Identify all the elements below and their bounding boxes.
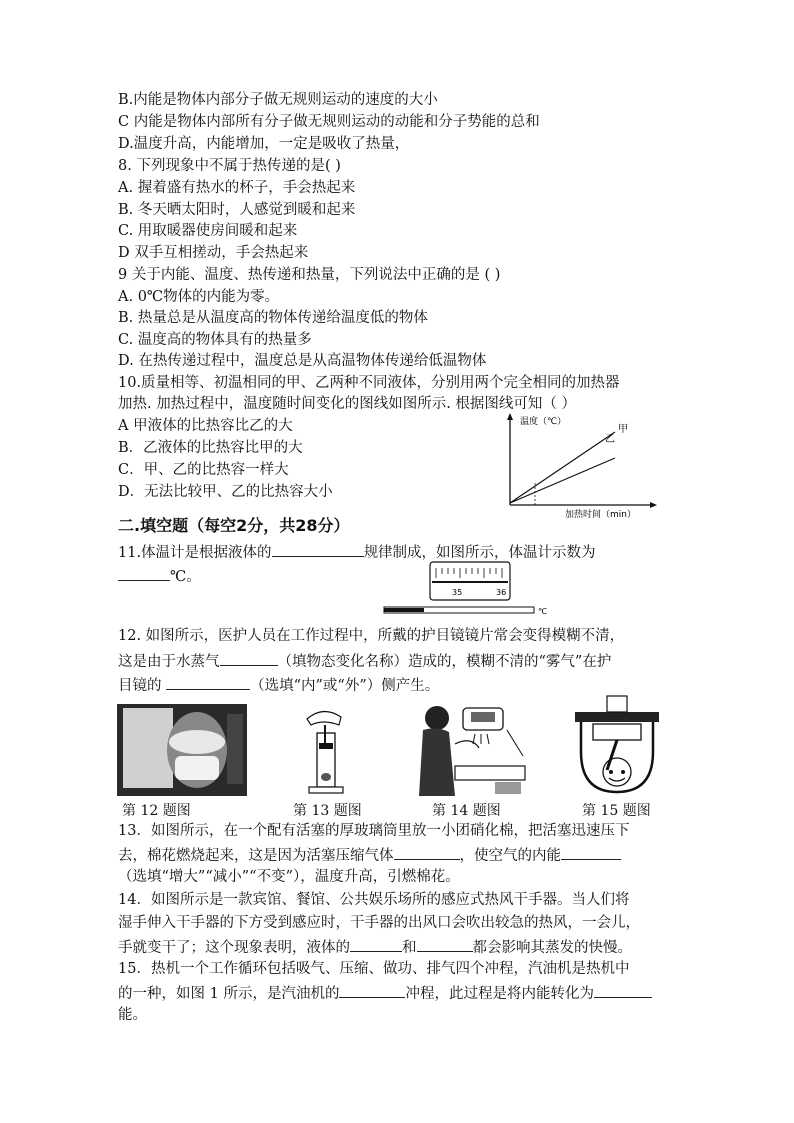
q8-option-d: D 双手互相搓动，手会热起来	[118, 245, 309, 261]
thermometer-figure	[380, 558, 555, 620]
q15-line-1: 15．热机一个工作循环包括吸气、压缩、做功、排气四个冲程，汽油机是热机中	[118, 961, 630, 977]
q10-stem-2: 加热. 加热过程中，温度随时间变化的图线如图所示. 根据图线可知（ ）	[118, 396, 577, 412]
q12-line-1: 12. 如图所示，医护人员在工作过程中，所戴的护目镜镜片常会变得模糊不清，	[118, 628, 625, 644]
q9-stem: 9 关于内能、温度、热传递和热量，下列说法中正确的是 ( )	[118, 267, 501, 283]
q10-option-a: A 甲液体的比热容比乙的大	[118, 418, 293, 434]
graph-xlabel: 加热时间（min）	[565, 510, 636, 520]
q13-glass-cylinder-figure	[295, 703, 355, 798]
q12-blank-1[interactable]	[220, 651, 278, 666]
q14-text-c: 都会影响其蒸发的快慢。	[472, 940, 632, 956]
q15-engine-figure	[571, 692, 663, 796]
q10-option-b: B．乙液体的比热容比甲的大	[118, 440, 303, 456]
q9-option-c: C. 温度高的物体具有的热量多	[118, 332, 312, 348]
q15-blank-1[interactable]	[339, 983, 405, 998]
q10-option-d: D．无法比较甲、乙的比热容大小	[118, 484, 333, 500]
q15-line-2	[118, 983, 652, 1003]
q8-option-b: B. 冬天晒太阳时，人感觉到暖和起来	[118, 202, 356, 218]
thermo-unit: ℃	[538, 607, 547, 616]
q13-text-b: ，使空气的内能	[459, 848, 561, 864]
q12-blank-2[interactable]	[166, 675, 250, 690]
q11-blank-1[interactable]	[272, 542, 364, 557]
q13-text-a: 去，棉花燃烧起来，这是因为活塞压缩气体	[118, 848, 394, 864]
q9-option-d: D. 在热传递过程中，温度总是从高温物体传递给低温物体	[118, 353, 487, 369]
thermo-label-35: 35	[452, 588, 463, 597]
figure-caption-12: 第 12 题图	[122, 803, 191, 819]
section-2-heading: 二.填空题（每空2分，共28分）	[118, 516, 350, 535]
q14-hand-dryer-figure	[415, 700, 527, 798]
q15-line-3: 能。	[118, 1007, 147, 1023]
figure-caption-15: 第 15 题图	[582, 803, 651, 819]
q14-line-3	[118, 937, 632, 957]
q11-text-a: 11.体温计是根据液体的	[118, 545, 272, 561]
q11-text-c: ℃。	[170, 569, 201, 585]
q14-blank-2[interactable]	[417, 937, 473, 952]
q12-photo	[117, 704, 247, 796]
figure-caption-14: 第 14 题图	[432, 803, 501, 819]
q15-text-a: 的一种，如图 1 所示，是汽油机的	[118, 986, 340, 1002]
graph-line-jia: 甲	[618, 424, 628, 435]
q7-option-b: B.内能是物体内部分子做无规则运动的速度的大小	[118, 92, 438, 108]
q12-text-d: （选填“内”或“外”）侧产生。	[250, 678, 440, 694]
q14-blank-1[interactable]	[350, 937, 402, 952]
graph-line-yi: 乙	[605, 434, 615, 445]
q7-option-c: C 内能是物体内部所有分子做无规则运动的动能和分子势能的总和	[118, 114, 540, 130]
q9-option-b: B. 热量总是从温度高的物体传递给温度低的物体	[118, 310, 428, 326]
q10-option-c: C．甲、乙的比热容一样大	[118, 462, 289, 478]
q12-line-3	[118, 675, 439, 695]
q14-line-1: 14．如图所示是一款宾馆、餐馆、公共娱乐场所的感应式热风干手器。当人们将	[118, 892, 630, 908]
q7-option-d: D.温度升高，内能增加，一定是吸收了热量，	[118, 136, 410, 152]
q11-text-b: 规律制成，如图所示，体温计示数为	[363, 545, 596, 561]
graph-ylabel: 温度（℃）	[520, 417, 567, 427]
q10-temperature-graph	[490, 410, 660, 520]
q8-option-a: A. 握着盛有热水的杯子，手会热起来	[118, 180, 356, 196]
q12-text-b: （填物态变化名称）造成的，模糊不清的“雾气”在护	[277, 654, 612, 670]
q11-line-2	[118, 566, 201, 586]
q15-text-b: 冲程，此过程是将内能转化为	[405, 986, 594, 1002]
q8-option-c: C. 用取暖器使房间暖和起来	[118, 223, 298, 239]
q12-text-a: 这是由于水蒸气	[118, 654, 220, 670]
q13-blank-2[interactable]	[561, 845, 621, 860]
q11-blank-2[interactable]	[118, 566, 170, 581]
q8-stem: 8. 下列现象中不属于热传递的是( )	[118, 158, 341, 174]
q12-line-2	[118, 651, 611, 671]
figure-caption-13: 第 13 题图	[293, 803, 362, 819]
q15-blank-2[interactable]	[594, 983, 652, 998]
q14-line-2: 湿手伸入干手器的下方受到感应时，干手器的出风口会吹出较急的热风，一会儿，	[118, 915, 640, 931]
q12-text-c: 目镜的	[118, 678, 162, 694]
q14-text-b: 和	[402, 940, 417, 956]
thermo-label-36: 36	[496, 588, 507, 597]
q10-stem-1: 10.质量相等、初温相同的甲、乙两种不同液体，分别用两个完全相同的加热器	[118, 375, 620, 391]
q13-line-1: 13．如图所示，在一个配有活塞的厚玻璃筒里放一小团硝化棉，把活塞迅速压下	[118, 823, 630, 839]
q9-option-a: A. 0℃物体的内能为零。	[118, 289, 280, 305]
q13-line-2	[118, 845, 621, 865]
q13-line-3: （选填“增大”“减小”“不变”），温度升高，引燃棉花。	[118, 869, 460, 885]
q13-blank-1[interactable]	[394, 845, 460, 860]
q14-text-a: 手就变干了；这个现象表明，液体的	[118, 940, 350, 956]
